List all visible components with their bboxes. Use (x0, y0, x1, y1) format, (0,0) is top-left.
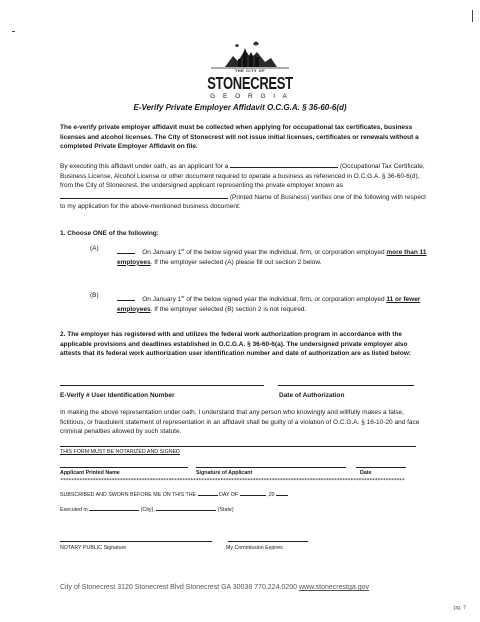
option-a-t2: of the below signed year the individual, firm, or corporation employed (186, 249, 385, 257)
option-a-text (117, 245, 431, 267)
sworn-text-a: SUBSCRIBED AND SWORN BEFORE ME ON THIS THE (60, 492, 197, 498)
applicant-text-b: (Occupational Tax Certificate, Business License, Alcohol License or other document required to operate a business as referenced in O.C.G.A. § 36-60-6(d), from the City of Stonecrest, the undersigned applicant representing the private employer known as (60, 163, 425, 190)
footer-url-link[interactable]: www.stonecrestga.gov (298, 584, 369, 591)
document-type-field[interactable] (230, 160, 338, 168)
applicant-paragraph (60, 160, 430, 212)
intro-paragraph: The e-verify private employer affidavit must be collected when applying for occupational tax certificates, business licenses and alcohol licenses. The City of Stonecrest will not issue initial licenses, certificates or renewals without a completed Private Employer Affidavit on file. (60, 124, 419, 151)
section1-heading: 1. Choose ONE of the following: (60, 230, 159, 237)
logo-state: G E O R G I A (210, 93, 290, 100)
option-b-emph: 11 or fewer employees (117, 296, 421, 313)
date-authorization-line[interactable] (278, 385, 414, 386)
sworn-year-field[interactable] (276, 490, 288, 496)
option-b-sup: st (181, 294, 185, 299)
sworn-line (60, 490, 288, 498)
scan-mark (472, 10, 473, 22)
everify-id-line[interactable] (60, 385, 264, 386)
option-b-t2: of the below signed year the individual, firm, or corporation employed (186, 296, 385, 304)
option-a-label: (A) (90, 245, 99, 252)
footer (60, 584, 369, 591)
date-authorization-label: Date of Authorization (279, 392, 345, 399)
signature-line[interactable] (196, 467, 346, 468)
option-b-t3: . If the employer selected (B) section 2 is not required. (150, 305, 307, 313)
applicant-text-a: By executing this affidavit under oath, as an applicant for a (60, 163, 229, 170)
business-name-field[interactable] (60, 191, 228, 199)
section2-text: 2. The employer has registered with and utilizes the federal work authorization program in accordance with the applicable provisions and deadlines established in O.C.G.A. § 36-60-6(a). The undersigned private employer also attests that its federal work authorization user identification number and date of authorization are as listed below: (60, 331, 412, 358)
option-b-text (117, 292, 431, 314)
scan-mark (12, 31, 15, 32)
divider (60, 446, 416, 447)
executed-city-field[interactable] (89, 505, 139, 511)
notary-signature-line[interactable] (60, 541, 212, 542)
city-logo (205, 36, 295, 100)
notary-signature-label: NOTARY PUBLIC Signature (60, 545, 127, 551)
option-a-checkbox[interactable] (117, 246, 135, 254)
commission-label: My Commission Expires (226, 545, 283, 551)
sworn-day-field[interactable] (198, 490, 218, 496)
sworn-month-field[interactable] (240, 490, 266, 496)
date-line[interactable] (356, 467, 406, 468)
notary-notice: THIS FORM MUST BE NOTARIZED AND SIGNED (60, 449, 180, 455)
printed-name-line[interactable] (60, 467, 188, 468)
option-b-label: (B) (90, 292, 99, 299)
executed-state-field[interactable] (156, 505, 216, 511)
page-number: pg. 7 (454, 605, 467, 611)
skyline-icon (205, 36, 295, 70)
executed-text-c: (State) (217, 507, 234, 513)
option-a-emph: more than 11 employees (117, 249, 427, 266)
printed-name-label: Applicant Printed Name (60, 470, 120, 476)
everify-id-label: E-Verify # User Identification Number (60, 392, 175, 399)
logo-name: STONECREST (207, 73, 293, 94)
date-label: Date (360, 470, 372, 476)
executed-text-a: Executed in (60, 507, 88, 513)
option-b-t1: On January 1 (142, 296, 182, 304)
option-a-t3: . If the employer selected (A) please fill out section 2 below. (150, 258, 322, 266)
footer-address: City of Stonecrest 3120 Stonecrest Blvd Stonecrest GA 30038 770.224.0200 (60, 584, 297, 591)
option-b-checkbox[interactable] (117, 293, 135, 301)
sworn-text-b: DAY OF (219, 492, 239, 498)
option-a-sup: st (181, 247, 185, 252)
commission-line[interactable] (228, 541, 308, 542)
page-title: E-Verify Private Employer Affidavit O.C.G.A. § 36-60-6(d) (133, 103, 347, 112)
sworn-text-c: ,20 (267, 492, 275, 498)
executed-text-b: (City), (140, 507, 155, 513)
star-divider: ******************************************************************************************************************************* (60, 478, 405, 484)
perjury-statement: In making the above representation under oath, I understand that any person who knowingly and willfully makes a false, fictitious, or fraudulent statement of representation in an affidavit shall be guilty of a violation of O.C.G.A. § 16-10-20 and face criminal penalties allowed by such statute. (60, 409, 420, 436)
signature-label: Signature of Applicant (196, 470, 253, 476)
executed-line (60, 505, 234, 513)
option-a-t1: On January 1 (142, 249, 182, 257)
logo-city-of: THE CITY OF (234, 68, 266, 73)
applicant-text-c: (Printed Name of Business) verifies one of the following with respect to my application for the above-mentioned business document: (60, 193, 426, 211)
